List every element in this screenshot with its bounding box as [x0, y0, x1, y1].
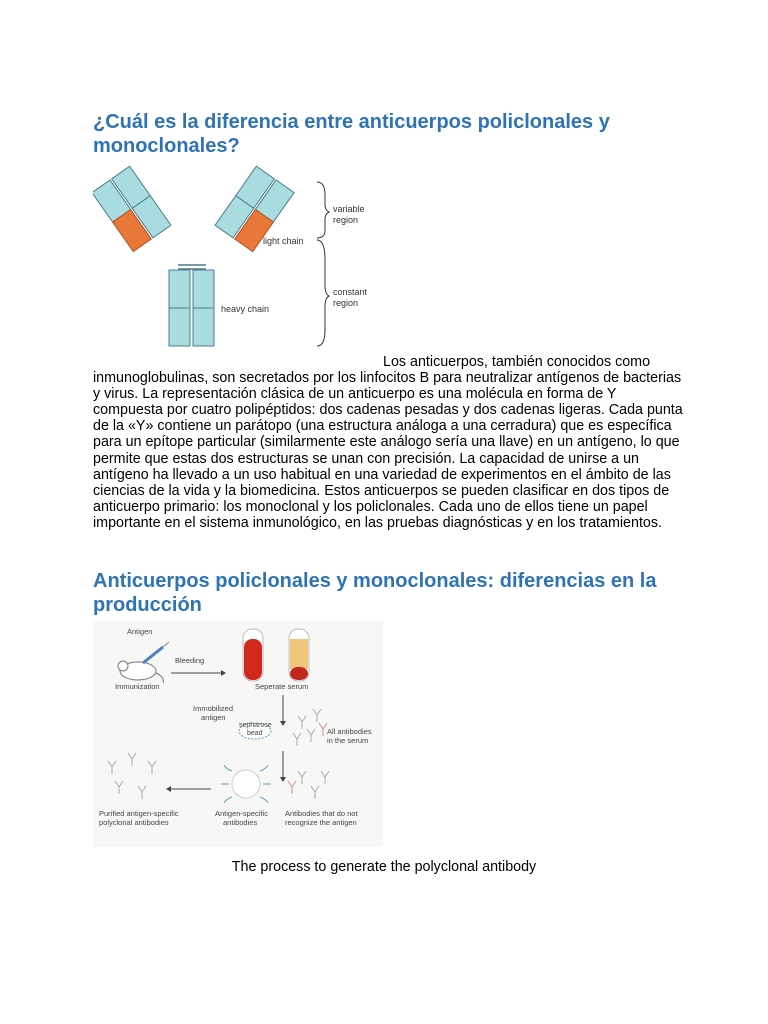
antigen-label: Antigen [127, 627, 153, 636]
sepharose-label: sepharose bead [239, 722, 272, 737]
variable-region-label: variable region [333, 204, 365, 225]
tube-serum-icon [289, 629, 309, 681]
body-paragraph: Los anticuerpos, también conocidos como inmunoglobulinas, son secretados por los linfocitos B para neutralizar antígenos de bacterias y virus. La representación clásica de un anticuerpo es una molécula en forma de Y compuesta por cuatro polipéptidos: dos cadenas pesadas y dos cadenas ligeras. Cada punta de la «Y» contiene un parátopo (una estructura análoga a una cerradura) que es específica para un epítope particular (similarmente este análogo sería una llave) en un antígeno, lo que permite que estas dos estructuras se unan con precisión. La capacidad de unirse a un antígeno ha llevado a un uso habitual en una variedad de experimentos en el ámbito de las ciencias de la vida y la biomedicina. Estos anticuerpos se pueden clasificar en dos tipos de anticuerpo primario: los monoclonal y los policlonales. Cada uno de ellos tiene un papel importante en el sistema inmunológico, en las pruebas diagnósticas y en los tratamientos. [93, 354, 683, 531]
immobilized-antigen-label: Immobilized antigen [193, 704, 234, 722]
not-recognize-label: Antibodies that do not recognize the antigen [285, 809, 358, 827]
all-antibodies-label: All antibodies in the serum [327, 727, 372, 745]
process-svg [93, 621, 383, 847]
bleeding-label: Bleeding [175, 656, 205, 665]
constant-region-label: constant region [333, 287, 368, 308]
purified-label: Purified antigen-specific polyclonal antibodies [99, 809, 179, 827]
specific-label: Antigen-specific antibodies [215, 809, 268, 827]
tube-red-icon [243, 629, 263, 681]
serum-label: Seperate serum [255, 682, 309, 691]
immunization-label: Immunization [115, 682, 160, 691]
light-chain-label: light chain [263, 236, 304, 246]
antibody-structure-diagram [93, 160, 383, 360]
figure-caption: The process to generate the polyclonal antibody [231, 859, 537, 875]
section-heading-production: Anticuerpos policlonales y monoclonales: diferencias en la producción [93, 570, 657, 616]
heavy-chain-label: heavy chain [221, 304, 270, 314]
left-arm [93, 166, 171, 251]
antibody-svg [93, 160, 383, 360]
section-heading-difference: ¿Cuál es la diferencia entre anticuerpos policlonales y monoclonales? [93, 111, 610, 157]
polyclonal-process-diagram [93, 621, 383, 847]
